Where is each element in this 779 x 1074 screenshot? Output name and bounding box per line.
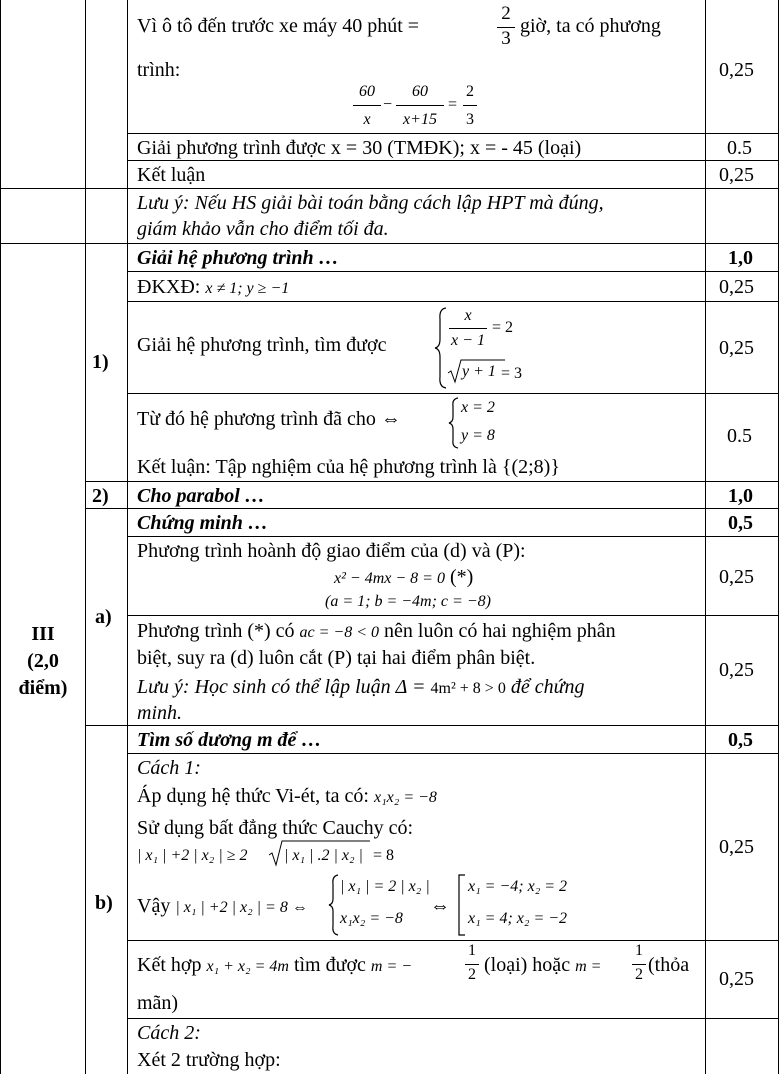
score: 0,5 (728, 512, 753, 534)
section-points: (2,0 (27, 650, 59, 672)
grid-line (85, 725, 779, 726)
text-line: Vậy | x₁ | +2 | x₂ | = 8 ⇔ (137, 895, 308, 917)
conclusion: Kết luận: Tập nghiệm của hệ phương trình là {(2;8)} (137, 456, 560, 478)
equiv-y: y = 8 (461, 427, 495, 444)
grid-line (127, 615, 779, 616)
score: 0,25 (719, 337, 754, 359)
grid-line (127, 0, 128, 1074)
text-line: Phương trình (*) có ac = −8 < 0 nên luôn có hai nghiệm phân (137, 620, 616, 642)
grid-line (127, 940, 779, 941)
grid-line (127, 271, 779, 272)
system-line: | x₁ | = 2 | x₂ | (340, 878, 430, 895)
score: 0,25 (719, 59, 754, 81)
grid-line (85, 0, 86, 1074)
score: 0,25 (719, 164, 754, 186)
fraction-2-3: 2 3 (496, 4, 516, 48)
system-line: x₁ = −4; x₂ = 2 (468, 878, 568, 895)
equation: x² − 4mx − 8 = 0 (*) (334, 566, 474, 588)
section-label: III (31, 623, 55, 645)
note-line: minh. (137, 702, 182, 724)
text-line: Sử dụng bất đẳng thức Cauchy có: (137, 817, 414, 839)
note-line: Lưu ý: Học sinh có thể lập luận Δ = 4m² + 8 > 0 để chứng (137, 676, 585, 698)
score: 1,0 (728, 247, 753, 269)
text-line: biệt, suy ra (d) luôn cắt (P) tại hai điểm phân biệt. (137, 647, 536, 669)
method-label: Cách 1: (137, 757, 201, 779)
system-line: x₁x₂ = −8 (340, 910, 403, 927)
score: 0.5 (727, 137, 752, 159)
grid-line (85, 481, 779, 482)
system-brace (328, 874, 340, 936)
solve-text: Giải hệ phương trình, tìm được (137, 334, 387, 356)
grid-line (127, 753, 779, 754)
grid-line (705, 0, 706, 1074)
equiv-text: Từ đó hệ phương trình đã cho ⇔ (137, 408, 401, 430)
grid-line (127, 536, 779, 537)
score: 0,25 (719, 659, 754, 681)
note-line-1: Lưu ý: Nếu HS giải bài toán bằng cách lập HPT mà đúng, (137, 192, 604, 214)
fraction-half: 1 2 (464, 943, 480, 983)
row1-text-b: giờ, ta có phương (520, 15, 661, 37)
grid-line (127, 1018, 779, 1019)
grid-line (0, 0, 1, 1074)
score: 0,5 (728, 729, 753, 751)
part-title: Cho parabol … (137, 485, 265, 507)
row1-text-c: trình: (137, 59, 181, 81)
score: 0,25 (719, 276, 754, 298)
part-number: 1) (92, 351, 109, 373)
system-line: x₁ = 4; x₂ = −2 (468, 910, 568, 927)
system-brace (448, 397, 460, 449)
row2-text: Giải phương trình được x = 30 (TMĐK); x = - 45 (loại) (137, 137, 582, 159)
equiv-sign: ⇔ (430, 895, 450, 917)
subpart-label: a) (95, 606, 112, 628)
grid-line (127, 160, 779, 161)
method-label: Cách 2: (137, 1022, 201, 1044)
text-line: (loại) hoặc m = (484, 954, 602, 976)
row3-text: Kết luận (137, 164, 206, 186)
coefficients: (a = 1; b = −4m; c = −8) (325, 593, 491, 610)
score: 0,25 (719, 566, 754, 588)
bracket (457, 874, 467, 936)
text-line: (thỏa (648, 954, 690, 976)
grid-line (0, 243, 779, 244)
score: 0.5 (727, 425, 752, 447)
note-line-2: giám khảo vẫn cho điểm tối đa. (137, 218, 389, 240)
text-line: Áp dụng hệ thức Vi-ét, ta có: x₁x₂ = −8 (137, 785, 437, 807)
text-line: Xét 2 trường hợp: (137, 1049, 281, 1071)
grid-line (0, 188, 779, 189)
grid-line (127, 393, 779, 394)
dkxd: ĐKXĐ: x ≠ 1; y ≥ −1 (137, 276, 290, 298)
part-number: 2) (92, 485, 109, 507)
section-points-unit: điểm) (18, 677, 68, 699)
score: 1,0 (728, 485, 753, 507)
text-line: Phương trình hoành độ giao điểm của (d) và (P): (137, 540, 526, 562)
grid-line (85, 508, 779, 509)
system-brace (434, 307, 448, 389)
grid-line (127, 301, 779, 302)
text-line: Kết hợp x₁ + x₂ = 4m tìm được m = − (137, 954, 413, 976)
row1-text-a: Vì ô tô đến trước xe máy 40 phút = (137, 15, 420, 37)
grid-line (127, 133, 779, 134)
part-title: Giải hệ phương trình … (137, 247, 339, 269)
part-title: Chứng minh … (137, 512, 268, 534)
equiv-x: x = 2 (461, 399, 495, 416)
part-title: Tìm số dương m để … (137, 729, 322, 751)
fraction-half: 1 2 (631, 943, 647, 983)
subpart-label: b) (95, 892, 113, 914)
score: 0,25 (719, 836, 754, 858)
text-line: mãn) (137, 992, 179, 1014)
score: 0,25 (719, 968, 754, 990)
